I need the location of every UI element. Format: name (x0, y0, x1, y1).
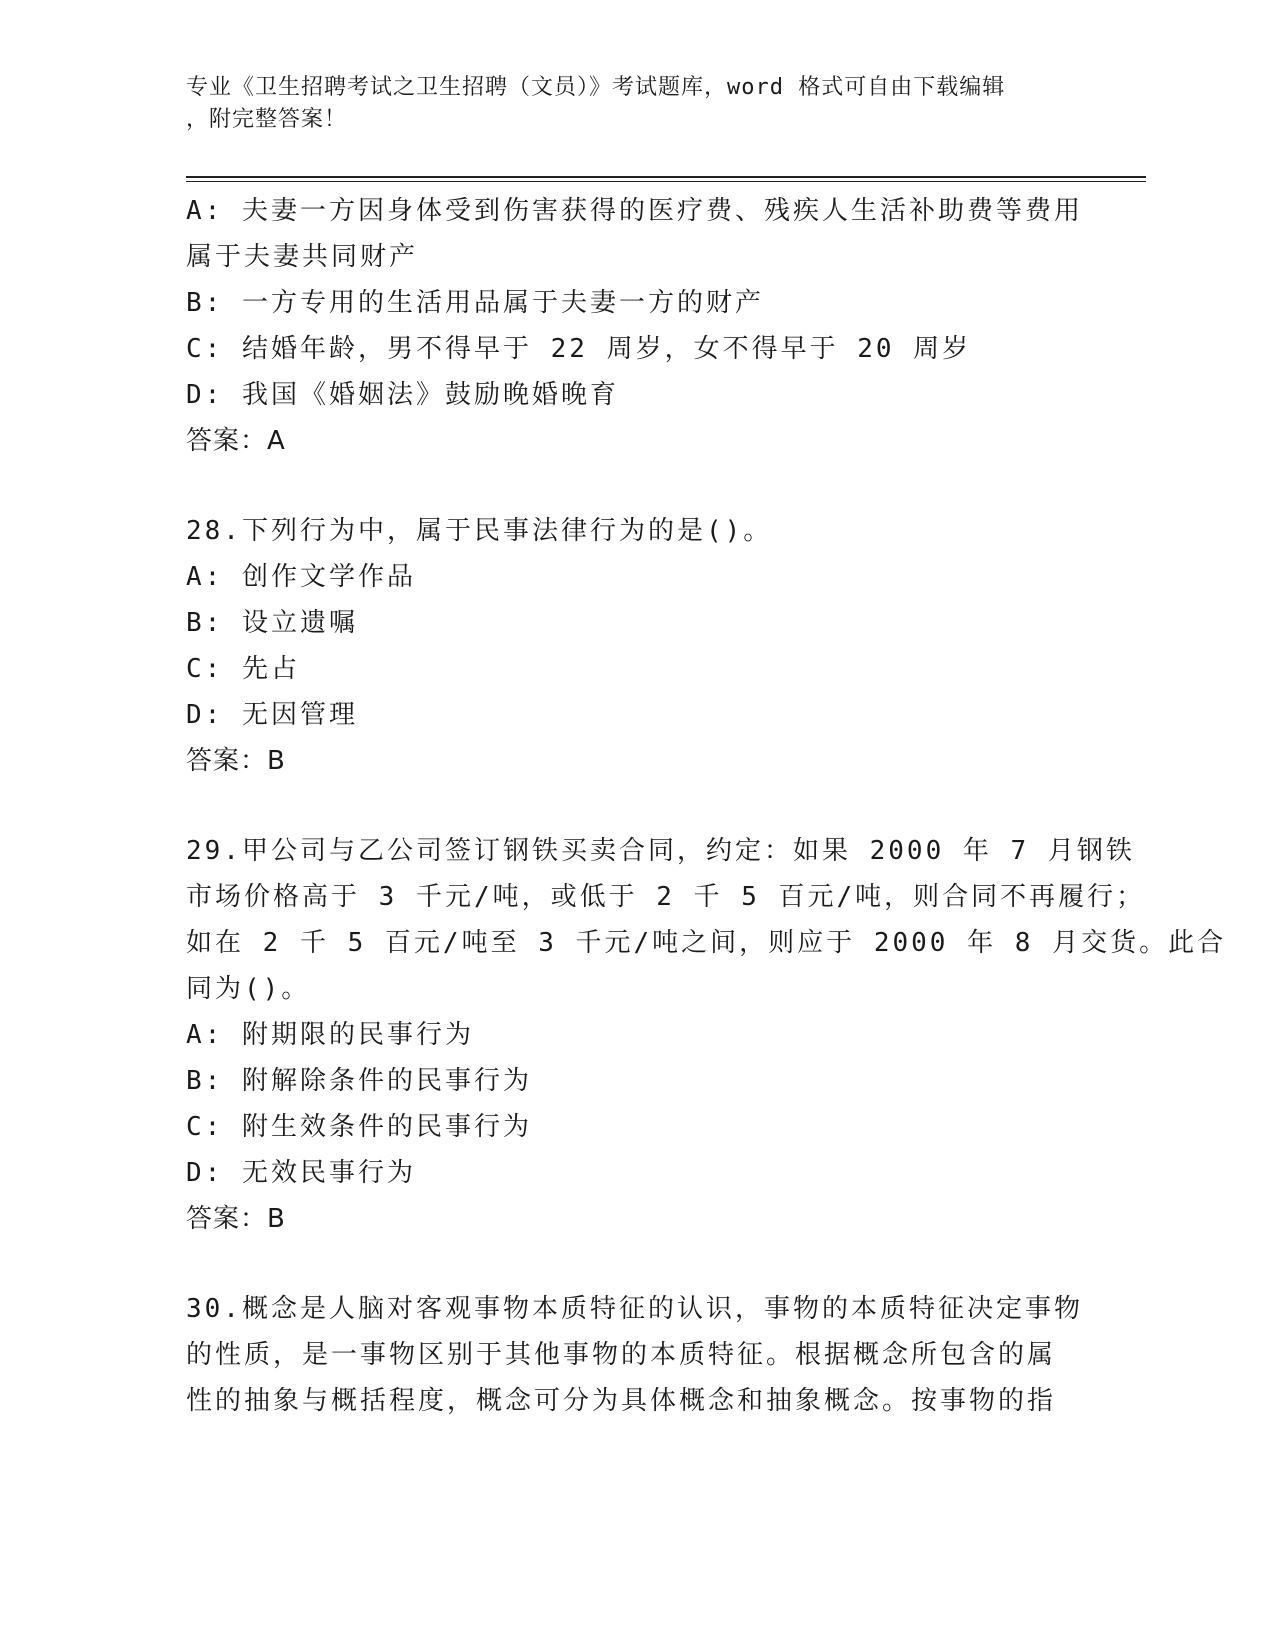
option-d: D: 无效民事行为 (186, 1158, 416, 1188)
question-stem-line-2: 市场价格高于 3 千元/吨，或低于 2 千 5 百元/吨，则合同不再履行； (186, 882, 1146, 912)
header-divider (186, 176, 1146, 182)
answer: 答案：B (186, 746, 286, 776)
question-27 (186, 188, 1083, 464)
header-line-2: ，附完整答案！ (186, 107, 348, 132)
option-c: C: 附生效条件的民事行为 (186, 1112, 532, 1142)
answer: 答案：B (186, 1204, 286, 1234)
header-line-1: 专业《卫生招聘考试之卫生招聘（文员）》考试题库，word 格式可自由下载编辑 (186, 75, 1006, 100)
spacer (186, 464, 1076, 508)
option-d: D: 无因管理 (186, 700, 358, 730)
spacer (186, 1242, 1076, 1286)
question-30 (186, 1286, 1083, 1424)
option-a: A: 创作文学作品 (186, 562, 416, 592)
question-stem: 28.下列行为中，属于民事法律行为的是()。 (186, 516, 773, 546)
question-28 (186, 508, 1076, 784)
question-stem-line-3: 如在 2 千 5 百元/吨至 3 千元/吨之间，则应于 2000 年 8 月交货。此合 (186, 928, 1227, 958)
question-list (186, 188, 1227, 1424)
spacer (186, 784, 1076, 828)
question-stem-line-1: 30.概念是人脑对客观事物本质特征的认识，事物的本质特征决定事物 (186, 1294, 1083, 1324)
question-stem-line-3: 性的抽象与概括程度，概念可分为具体概念和抽象概念。按事物的指 (186, 1386, 1057, 1416)
option-a: A: 附期限的民事行为 (186, 1020, 474, 1050)
option-d: D: 我国《婚姻法》鼓励晚婚晚育 (186, 380, 619, 410)
question-stem-line-1: 29.甲公司与乙公司签订钢铁买卖合同，约定：如果 2000 年 7 月钢铁 (186, 836, 1135, 866)
option-b: B: 一方专用的生活用品属于夫妻一方的财产 (186, 288, 764, 318)
document-header (186, 72, 1066, 136)
option-c: C: 结婚年龄，男不得早于 22 周岁，女不得早于 20 周岁 (186, 334, 972, 364)
option-a-line-1: A: 夫妻一方因身体受到伤害获得的医疗费、残疾人生活补助费等费用 (186, 196, 1083, 226)
question-29 (186, 828, 1227, 1242)
option-c: C: 先占 (186, 654, 300, 684)
question-stem-line-4: 同为()。 (186, 974, 311, 1004)
answer: 答案：A (186, 426, 286, 456)
option-b: B: 附解除条件的民事行为 (186, 1066, 532, 1096)
question-stem-line-2: 的性质，是一事物区别于其他事物的本质特征。根据概念所包含的属 (186, 1340, 1057, 1370)
option-b: B: 设立遗嘱 (186, 608, 358, 638)
option-a-line-2: 属于夫妻共同财产 (186, 242, 419, 272)
